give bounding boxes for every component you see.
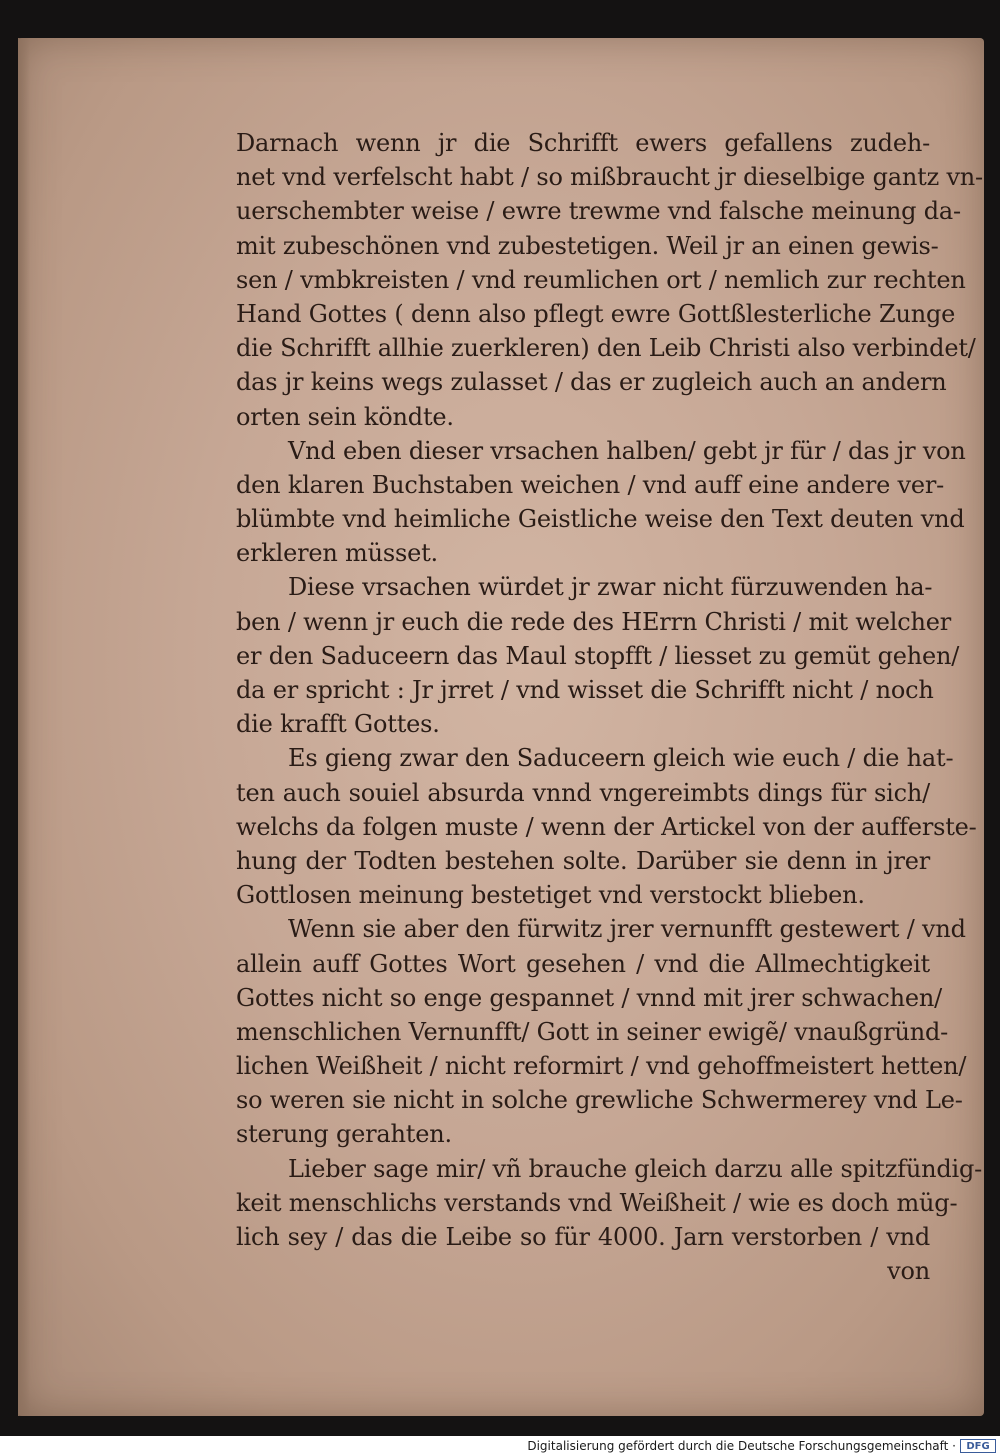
text-line: Hand Gottes ( denn also pflegt ewre Gottßlesterliche Zunge <box>236 299 956 328</box>
text-line: sterung gerahten. <box>236 1120 452 1149</box>
paragraph-start-line: Wenn sie aber den fürwitz jrer vernunfft gestewert / vnd <box>288 915 966 944</box>
text-line: net vnd verfelscht habt / so mißbraucht jr dieselbige gantz vn- <box>236 163 983 192</box>
dfg-logo-icon: DFG <box>960 1439 996 1453</box>
text-line: blümbte vnd heimliche Geistliche weise den Text deuten vnd <box>236 505 965 534</box>
text-line: menschlichen Vernunfft/ Gott in seiner ewigẽ/ vnaußgründ- <box>236 1017 949 1046</box>
catchword: von <box>887 1257 930 1286</box>
text-line: ben / wenn jr euch die rede des HErrn Christi / mit welcher <box>236 607 951 636</box>
page-binding-shadow <box>18 38 30 1416</box>
text-line: da er spricht : Jr jrret / vnd wisset die Schrifft nicht / noch <box>236 676 934 704</box>
text-line: den klaren Buchstaben weichen / vnd auff eine andere ver- <box>236 470 945 499</box>
text-line: hung der Todten bestehen solte. Darüber sie denn in jrer <box>236 846 930 875</box>
text-line: keit menschlichs verstands vnd Weißheit / wie es doch müg- <box>236 1188 958 1217</box>
paragraph-start-line: Es gieng zwar den Saduceern gleich wie euch / die hat- <box>288 744 954 773</box>
text-line: welchs da folgen muste / wenn der Artickel von der aufferste- <box>236 812 977 841</box>
text-line: so weren sie nicht in solche grewliche Schwermerey vnd Le- <box>236 1086 963 1115</box>
text-line: allein auff Gottes Wort gesehen / vnd die Allmechtigkeit <box>236 949 930 978</box>
text-line: lich sey / das die Leibe so für 4000. Jarn verstorben / vnd <box>236 1223 930 1251</box>
text-line: die krafft Gottes. <box>236 710 440 739</box>
text-line: ten auch souiel absurda vnnd vngereimbts dings für sich/ <box>236 778 930 807</box>
text-line: lichen Weißheit / nicht reformirt / vnd gehoffmeistert hetten/ <box>236 1052 967 1081</box>
text-line: er den Saduceern das Maul stopfft / liesset zu gemüt gehen/ <box>236 641 960 670</box>
paragraph-start-line: Vnd eben dieser vrsachen halben/ gebt jr für / das jr von <box>288 436 966 465</box>
text-line: uerschembter weise / ewre trewme vnd falsche meinung da- <box>236 197 961 226</box>
paragraph-start-line: Lieber sage mir/ vñ brauche gleich darzu alle spitzfündig- <box>288 1154 983 1183</box>
page-text-block <box>236 126 983 1288</box>
text-line: mit zubeschönen vnd zubestetigen. Weil jr an einen gewis- <box>236 231 939 260</box>
text-line: orten sein köndte. <box>236 402 454 431</box>
text-line: Gottes nicht so enge gespannet / vnnd mit jrer schwachen/ <box>236 983 942 1012</box>
text-line: die Schrifft allhie zuerkleren) den Leib Christi also verbindet/ <box>236 334 976 363</box>
text-line: das jr keins wegs zulasset / das er zugleich auch an andern <box>236 368 947 397</box>
text-line: erkleren müsset. <box>236 539 438 568</box>
text-line: Gottlosen meinung bestetiget vnd verstockt blieben. <box>236 881 865 910</box>
text-line: sen / vmbkreisten / vnd reumlichen ort / nemlich zur rechten <box>236 265 966 294</box>
paragraph-start-line: Diese vrsachen würdet jr zwar nicht fürzuwenden ha- <box>288 573 933 602</box>
text-line: Darnach wenn jr die Schrifft ewers gefallens zudeh- <box>236 129 930 157</box>
funding-credit: Digitalisierung gefördert durch die Deutsche Forschungsgemeinschaft · <box>527 1439 956 1453</box>
